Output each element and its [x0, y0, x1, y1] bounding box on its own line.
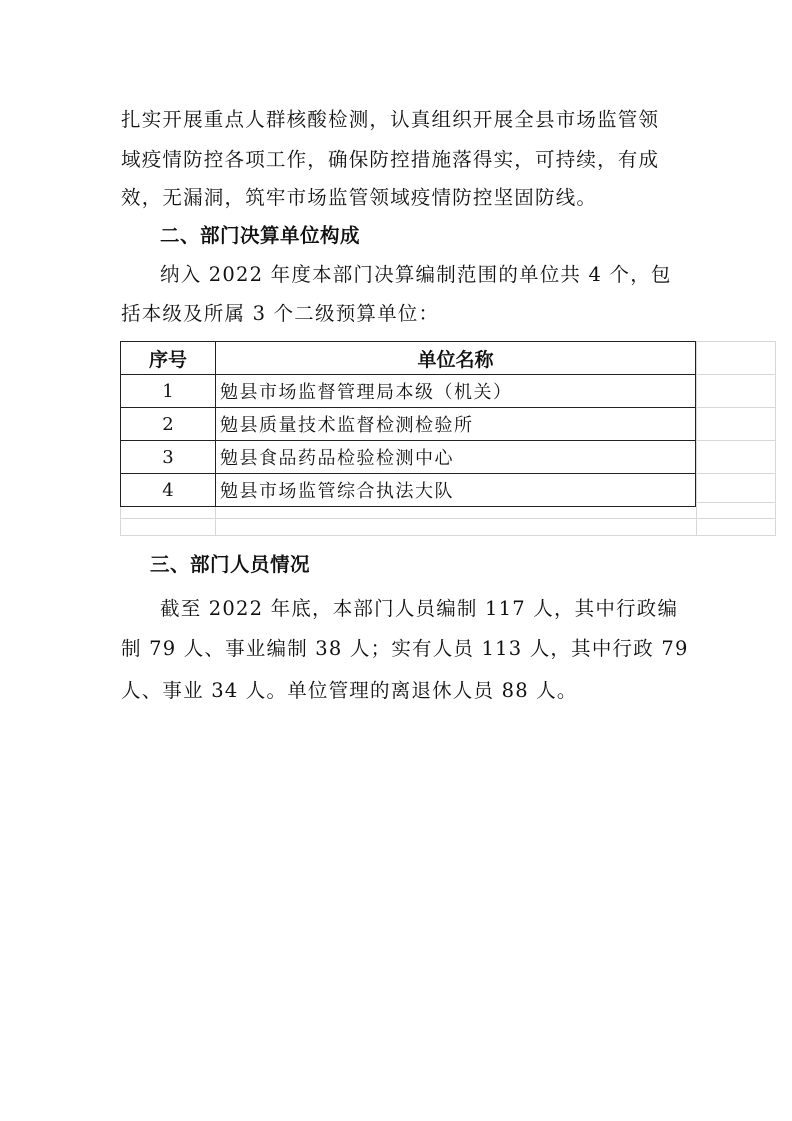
row-no: 2 — [121, 408, 216, 441]
gridline — [120, 535, 776, 536]
gridline — [696, 440, 776, 441]
header-no: 序号 — [121, 342, 216, 375]
gridline — [696, 502, 776, 503]
gridline — [696, 341, 697, 536]
section2-para-line-2: 括本级及所属 3 个二级预算单位： — [121, 302, 440, 325]
row-name: 勉县质量技术监督检测检验所 — [216, 408, 696, 441]
table-row — [121, 441, 696, 474]
intro-line-1: 扎实开展重点人群核酸检测，认真组织开展全县市场监管领 — [121, 108, 660, 131]
row-no: 1 — [121, 375, 216, 408]
gridline — [215, 502, 216, 536]
header-name: 单位名称 — [216, 342, 696, 375]
section3-heading: 三、部门人员情况 — [150, 553, 311, 576]
gridline — [696, 374, 776, 375]
gridline — [696, 407, 776, 408]
gridline — [696, 473, 776, 474]
section2-para-line-1: 纳入 2022 年度本部门决算编制范围的单位共 4 个，包 — [160, 263, 672, 286]
table-header-row — [121, 342, 696, 375]
gridline — [120, 518, 776, 519]
row-no: 3 — [121, 441, 216, 474]
gridline — [120, 502, 121, 536]
table-row — [121, 375, 696, 408]
table-row — [121, 474, 696, 507]
units-table — [120, 341, 696, 507]
section3-line-1: 截至 2022 年底，本部门人员编制 117 人，其中行政编 — [160, 597, 679, 620]
intro-line-2: 域疫情防控各项工作，确保防控措施落得实，可持续，有成 — [121, 148, 660, 171]
gridline — [696, 341, 776, 342]
gridline — [775, 341, 776, 536]
intro-line-3: 效，无漏洞，筑牢市场监管领域疫情防控坚固防线。 — [121, 186, 598, 209]
row-no: 4 — [121, 474, 216, 507]
section3-line-3: 人、事业 34 人。单位管理的离退休人员 88 人。 — [121, 679, 578, 702]
section3-line-2: 制 79 人、事业编制 38 人；实有人员 113 人，其中行政 79 — [121, 637, 689, 660]
row-name: 勉县食品药品检验检测中心 — [216, 441, 696, 474]
row-name: 勉县市场监管综合执法大队 — [216, 474, 696, 507]
row-name: 勉县市场监督管理局本级（机关） — [216, 375, 696, 408]
section2-heading: 二、部门决算单位构成 — [160, 224, 361, 247]
table-row — [121, 408, 696, 441]
